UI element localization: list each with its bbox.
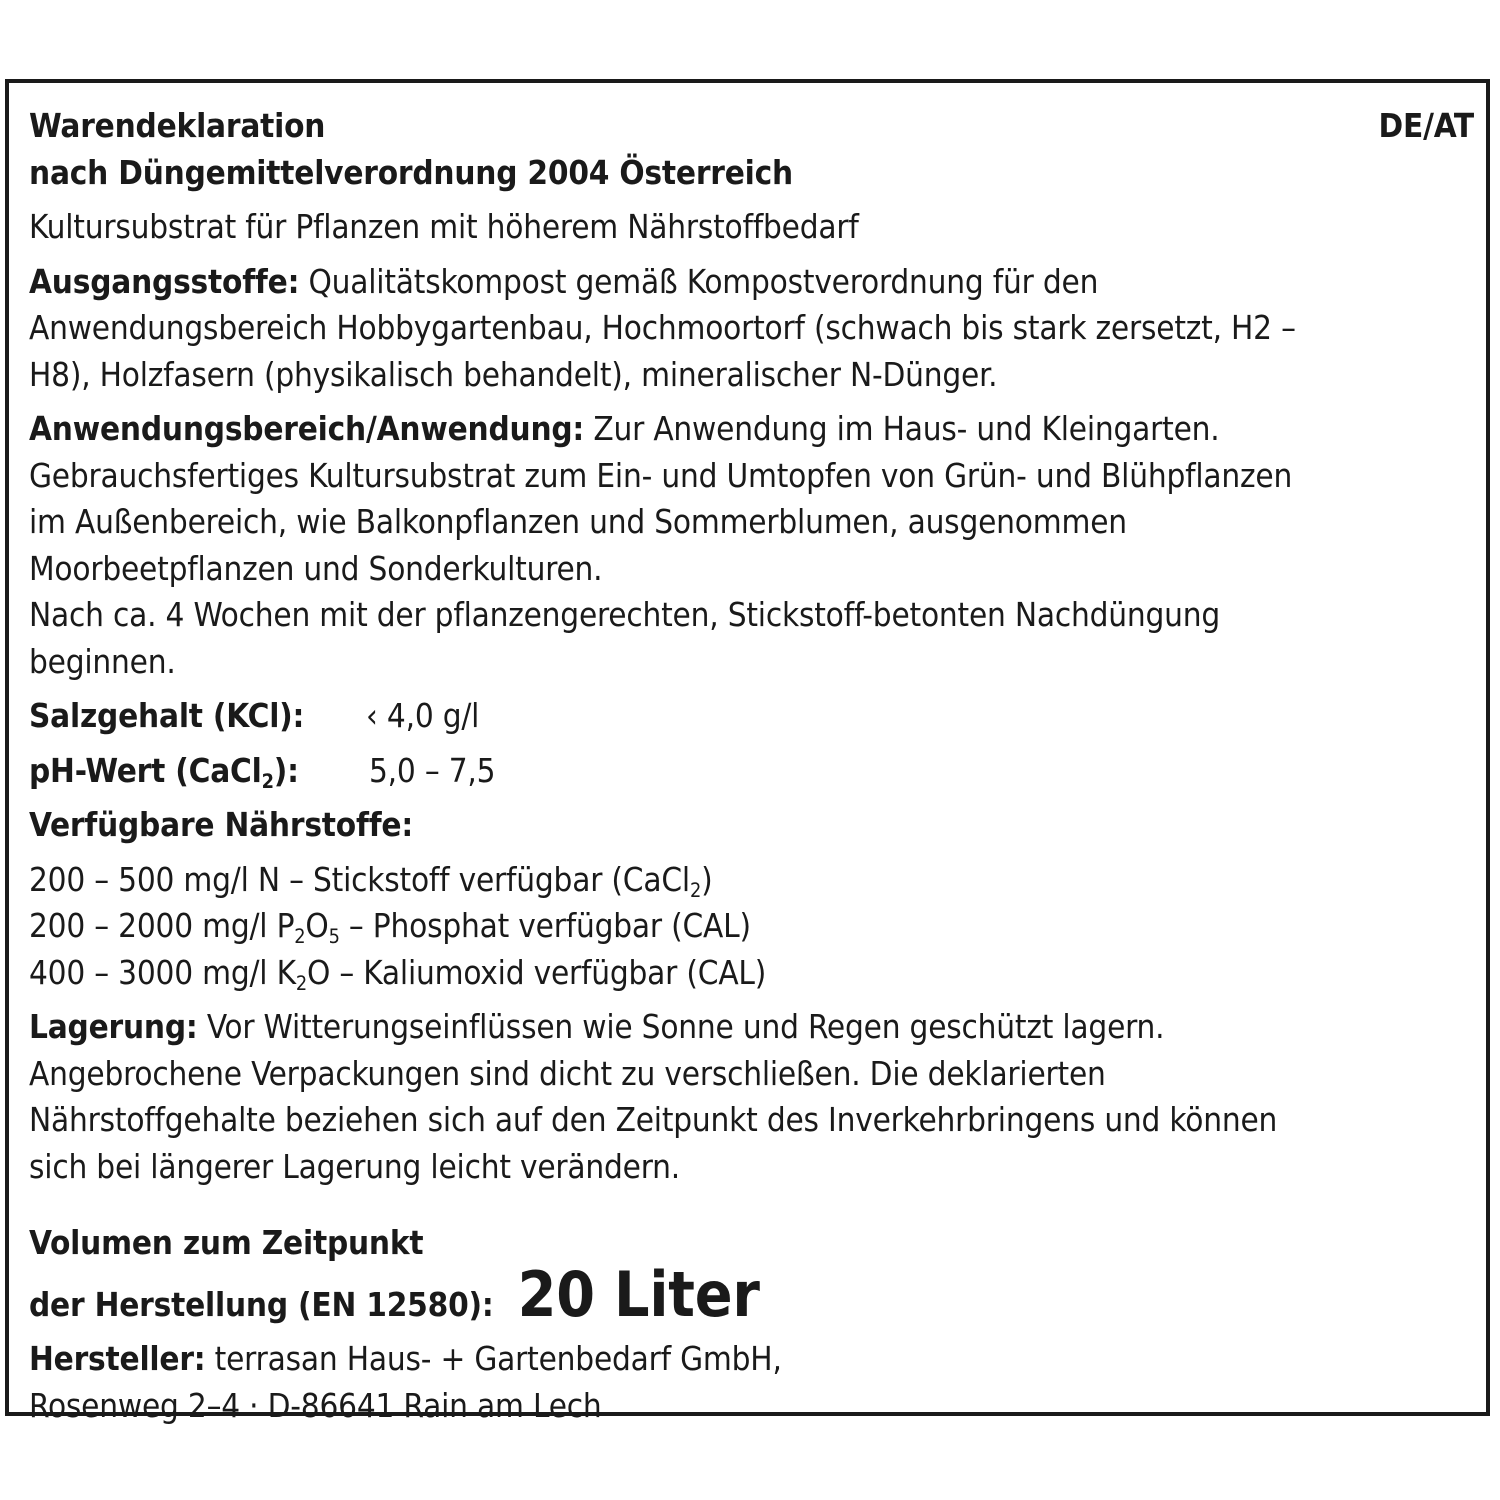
anwendung-text-4: Moorbeetpflanzen und Sonderkulturen. [29, 548, 603, 588]
anwendung-label: Anwendungsbereich/Anwendung: [29, 409, 585, 448]
hersteller-section [29, 1336, 1474, 1429]
ausgangsstoffe-text-2: Anwendungsbereich Hobbygartenbau, Hochmoortorf (schwach bis stark zersetzt, H2 – [29, 308, 1296, 347]
volumen-label-1: Volumen zum Zeitpunkt [29, 1223, 424, 1262]
naehrstoff-row-n: 200 – 500 mg/l N – Stickstoff verfügbar (CaCl$_2$) [29, 859, 713, 902]
salzgehalt-label: Salzgehalt (KCl): [29, 696, 305, 735]
salzgehalt-row [29, 693, 1474, 740]
anwendung-section [29, 406, 1474, 685]
lagerung-text-4: sich bei längerer Lagerung leicht verändern. [29, 1146, 681, 1186]
anwendung-text-6: beginnen. [29, 641, 176, 681]
naehrstoffe-label: Verfügbare Nährstoffe: [29, 805, 414, 844]
anwendung-text-5: Nach ca. 4 Wochen mit der pflanzengerechten, Stickstoff-betonten Nachdüngung [29, 595, 1221, 634]
title-line-2: nach Düngemittelverordnung 2004 Österreich [29, 152, 793, 192]
anwendung-text-2: Gebrauchsfertiges Kultursubstrat zum Ein- und Umtopfen von Grün- und Blühpflanzen [29, 455, 1293, 495]
product-type: Kultursubstrat für Pflanzen mit höherem Nährstoffbedarf [29, 207, 859, 246]
hersteller-text-2: Rosenweg 2–4 · D-86641 Rain am Lech [29, 1385, 602, 1425]
volumen-section [29, 1220, 1474, 1331]
ausgangsstoffe-text-1: Qualitätskompost gemäß Kompostverordnung für den [299, 261, 1099, 301]
lagerung-text-2: Angebrochene Verpackungen sind dicht zu verschließen. Die deklarierten [29, 1053, 1106, 1093]
declaration-content [29, 103, 1474, 1429]
salzgehalt-value: ‹ 4,0 g/l [366, 696, 480, 735]
anwendung-text-1: Zur Anwendung im Haus- und Kleingarten. [584, 409, 1220, 448]
naehrstoffe-list [29, 857, 1474, 997]
naehrstoff-row-p: 200 – 2000 mg/l $P_2O_5$ – Phosphat verfügbar (CAL) [29, 906, 751, 948]
volumen-label-2: der Herstellung (EN 12580): [29, 1284, 494, 1324]
ph-wert-label: pH-Wert (CaCl$_2$): [29, 750, 299, 793]
title-line-1: Warendeklaration [29, 106, 326, 145]
naehrstoff-row-k: 400 – 3000 mg/l $K_2O$ – Kaliumoxid verfügbar (CAL) [29, 952, 767, 995]
header [29, 103, 1474, 196]
hersteller-text-1: terrasan Haus- + Gartenbedarf GmbH, [205, 1339, 782, 1378]
region-code: DE/AT [1378, 106, 1474, 145]
hersteller-label: Hersteller: [29, 1339, 206, 1378]
lagerung-label: Lagerung: [29, 1007, 198, 1046]
lagerung-text-1: Vor Witterungseinflüssen wie Sonne und Regen geschützt lagern. [197, 1007, 1165, 1046]
anwendung-text-3: im Außenbereich, wie Balkonpflanzen und Sommerblumen, ausgenommen [29, 502, 1127, 541]
ausgangsstoffe-section [29, 259, 1474, 399]
volumen-value: 20 Liter [517, 1257, 760, 1331]
ph-wert-value: 5,0 – 7,5 [369, 750, 496, 790]
lagerung-section [29, 1004, 1474, 1190]
ausgangsstoffe-label: Ausgangsstoffe: [29, 261, 300, 301]
ph-wert-row [29, 748, 1474, 795]
lagerung-text-3: Nährstoffgehalte beziehen sich auf den Zeitpunkt des Inverkehrbringens und können [29, 1100, 1278, 1139]
declaration-label [5, 79, 1490, 1425]
ausgangsstoffe-text-3: H8), Holzfasern (physikalisch behandelt), mineralischer N-Dünger. [29, 354, 998, 394]
